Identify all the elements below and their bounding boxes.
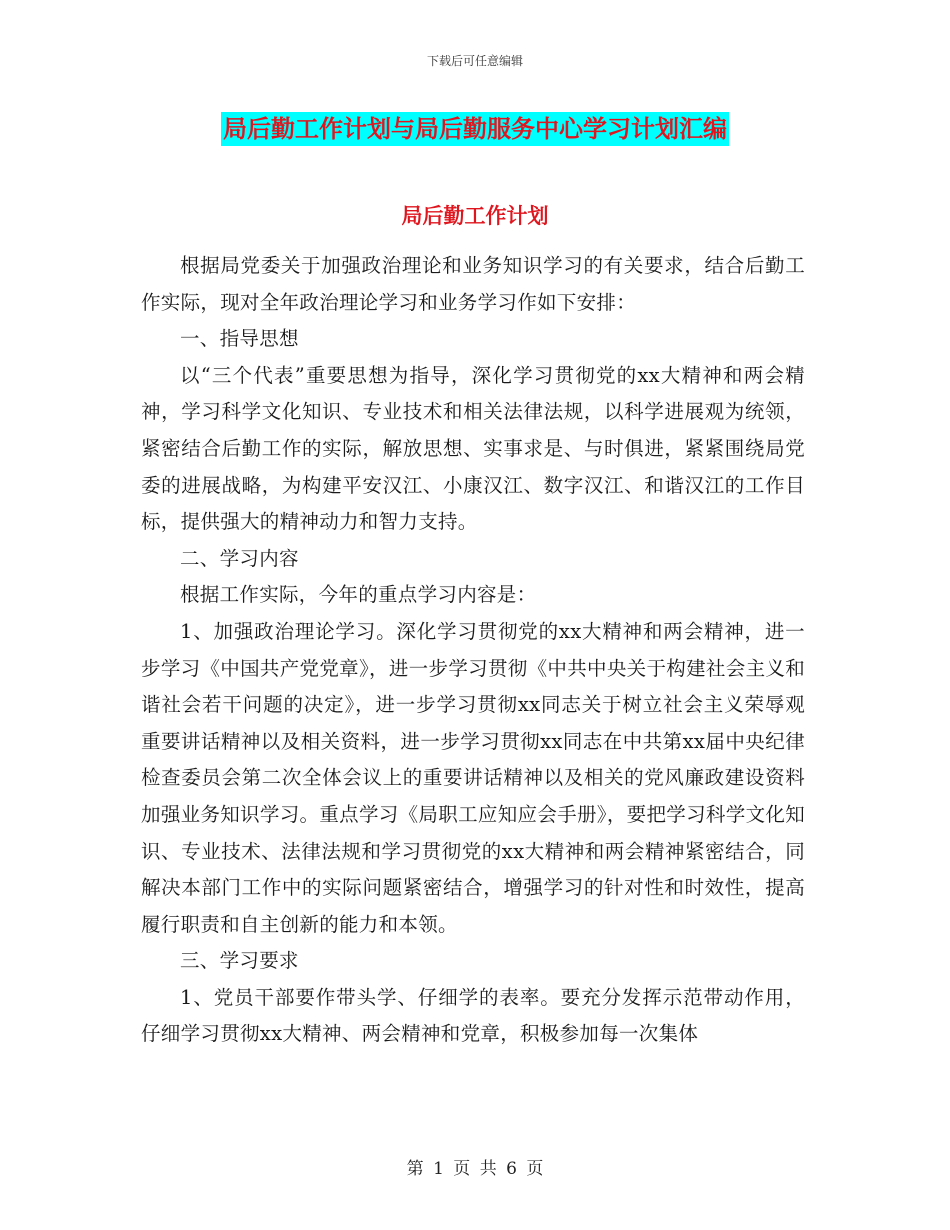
heading-study-requirements: 三、学习要求 bbox=[180, 949, 299, 973]
section-title: 局后勤工作计划 bbox=[401, 204, 549, 228]
header-note: 下载后可任意编辑 bbox=[426, 54, 523, 68]
document-body bbox=[141, 248, 805, 1053]
paragraph-intro: 根据局党委关于加强政治理论和业务知识学习的有关要求，结合后勤工作实际，现对全年政治理论学习和业务学习作如下安排： bbox=[141, 254, 805, 314]
heading-study-content: 二、学习内容 bbox=[180, 546, 299, 570]
paragraph-guiding-ideology: 以“三个代表”重要思想为指导，深化学习贯彻党的xx大精神和两会精神，学习科学文化知识、专业技术和相关法律法规，以科学进展观为统领，紧密结合后勤工作的实际，解放思想、实事求是、与时俱进，紧紧围绕局党委的进展战略，为构建平安汉江、小康汉江、数字汉江、和谐汉江的工作目标，提供强大的精神动力和智力支持。 bbox=[141, 363, 805, 534]
main-title-container bbox=[0, 112, 950, 146]
page-number-footer: 第 1 页 共 6 页 bbox=[406, 1159, 544, 1179]
paragraph-requirement-1: 1、党员干部要作带头学、仔细学的表率。要充分发挥示范带动作用，仔细学习贯彻xx大精神、两会精神和党章，积极参加每一次集体 bbox=[141, 985, 805, 1046]
heading-guiding-ideology: 一、指导思想 bbox=[180, 327, 299, 351]
paragraph-political-theory: 1、加强政治理论学习。深化学习贯彻党的xx大精神和两会精神，进一步学习《中国共产党党章》，进一步学习贯彻《中共中央关于构建社会主义和谐社会若干问题的决定》，进一步学习贯彻xx同志关于树立社会主义荣辱观重要讲话精神以及相关资料，进一步学习贯彻xx同志在中共第xx届中央纪律检查委员会第二次全体会议上的重要讲话精神以及相关的党风廉政建设资料加强业务知识学习。重点学习《局职工应知应会手册》，要把学习科学文化知识、专业技术、法律法规和学习贯彻党的xx大精神和两会精神紧密结合，同解决本部门工作中的实际问题紧密结合，增强学习的针对性和时效性，提高履行职责和自主创新的能力和本领。 bbox=[141, 619, 805, 936]
paragraph-study-content-intro: 根据工作实际，今年的重点学习内容是： bbox=[180, 583, 537, 607]
document-main-title: 局后勤工作计划与局后勤服务中心学习计划汇编 bbox=[221, 112, 729, 146]
